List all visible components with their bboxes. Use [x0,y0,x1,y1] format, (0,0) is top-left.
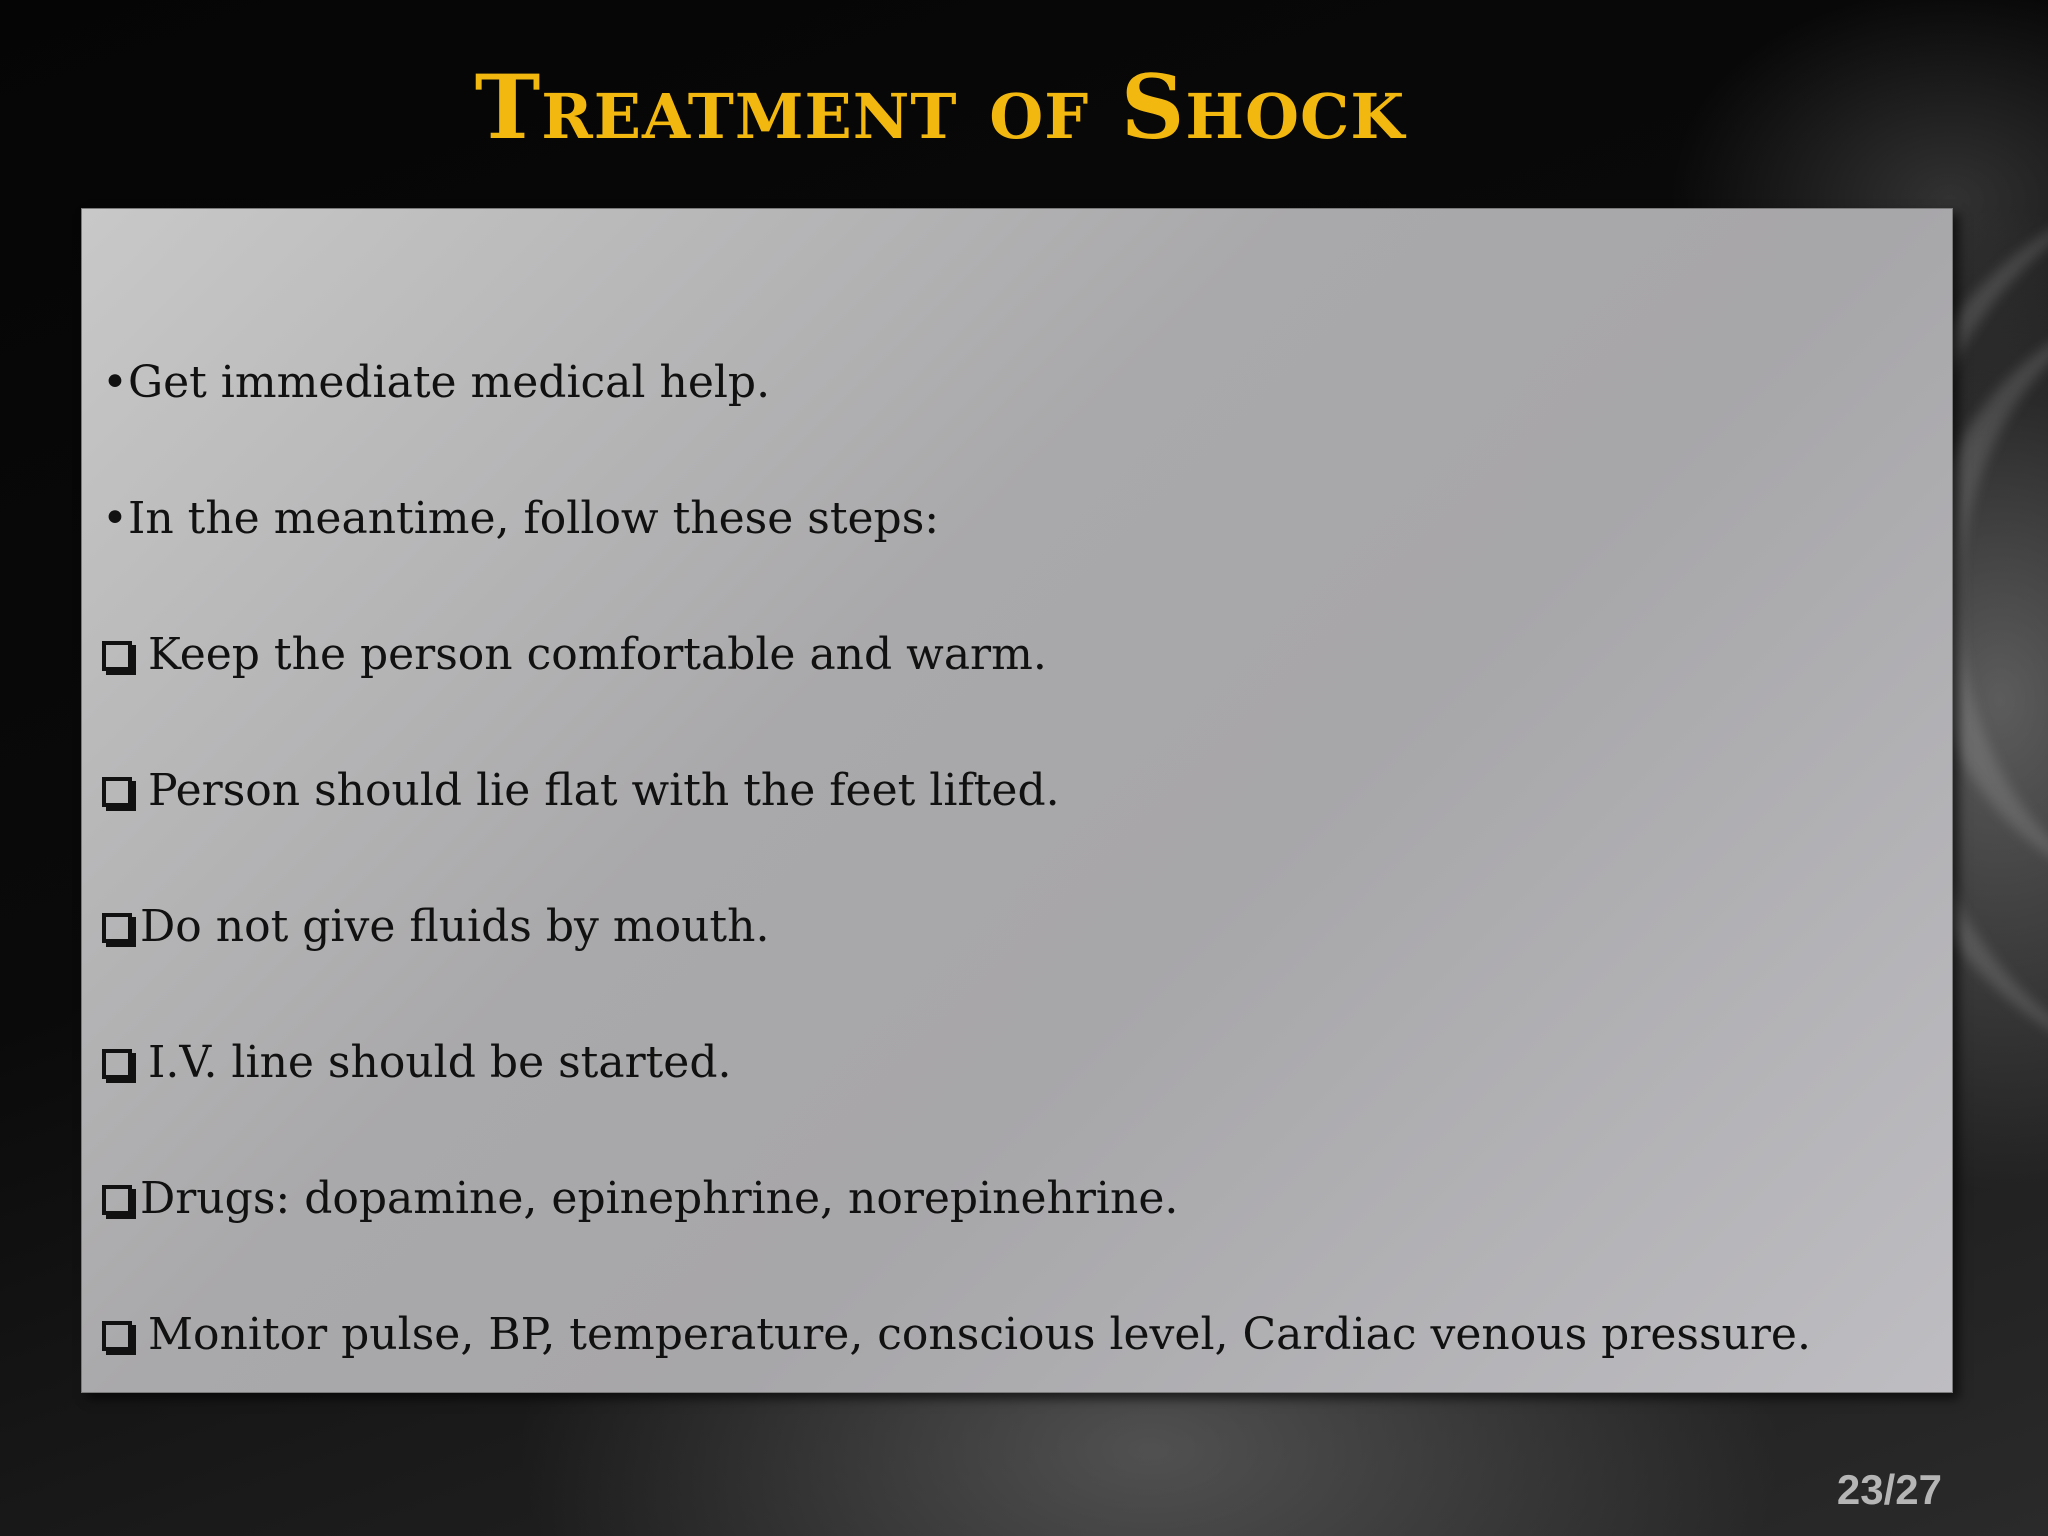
list-item-drugs [102,1173,1178,1224]
content-panel [81,208,1953,1393]
list-item-iv-line [102,1037,732,1088]
list-item-lie-flat [102,765,1060,816]
list-item-text: Person should lie flat with the feet lifted. [148,765,1060,816]
list-item-no-fluids [102,901,769,952]
checkbox-bullet-icon [102,1185,132,1215]
list-item-keep-warm [102,629,1047,680]
checkbox-bullet-icon [102,913,132,943]
slide-title: Treatment of Shock [474,55,1406,159]
checkbox-bullet-icon [102,777,132,807]
list-item-get-help [102,357,770,408]
list-item-text: Drugs: dopamine, epinephrine, norepinehrine. [140,1173,1179,1224]
checkbox-bullet-icon [102,1049,132,1079]
checkbox-bullet-icon [102,641,132,671]
page-number: 23/27 [1836,1466,1942,1513]
bullet-dot: • [102,493,128,544]
list-item-monitor [102,1309,1811,1360]
list-item-text: Do not give fluids by mouth. [140,901,770,952]
list-item-text: I.V. line should be started. [148,1037,732,1088]
checkbox-bullet-icon [102,1321,132,1351]
list-item-text: Monitor pulse, BP, temperature, conscious level, Cardiac venous pressure. [148,1309,1811,1360]
bullet-dot: • [102,357,128,408]
list-item-text: Keep the person comfortable and warm. [148,629,1047,680]
list-item-text: In the meantime, follow these steps: [127,493,940,544]
list-item-meantime [102,493,939,544]
list-item-text: Get immediate medical help. [127,357,771,408]
